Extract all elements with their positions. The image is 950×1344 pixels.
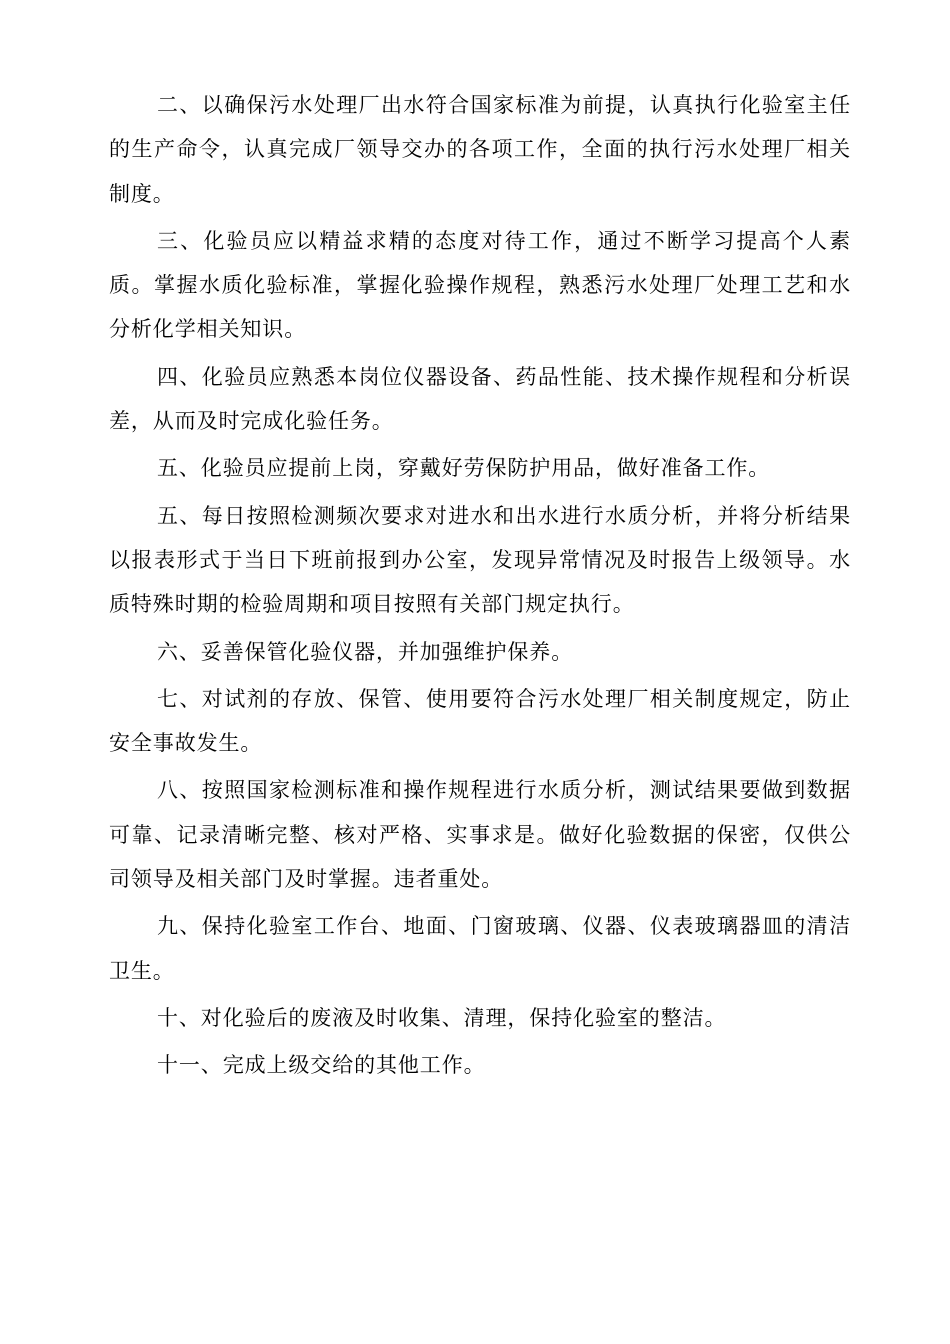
paragraph-item-9: 九、保持化验室工作台、地面、门窗玻璃、仪器、仪表玻璃器皿的清洁卫生。 [109,914,851,983]
document-body [109,83,851,1091]
paragraph-item-10: 十、对化验后的废液及时收集、清理，保持化验室的整洁。 [157,1005,727,1030]
paragraph-item-4: 四、化验员应熟悉本岗位仪器设备、药品性能、技术操作规程和分析误差，从而及时完成化验任务。 [109,364,851,434]
paragraph-item-2: 二、以确保污水处理厂出水符合国家标准为前提，认真执行化验室主任的生产命令，认真完成厂领导交办的各项工作，全面的执行污水处理厂相关制度。 [109,93,851,206]
paragraph-item-11: 十一、完成上级交给的其他工作。 [157,1053,486,1078]
paragraph-item-7: 七、对试剂的存放、保管、使用要符合污水处理厂相关制度规定，防止安全事故发生。 [109,686,851,756]
paragraph-item-3: 三、化验员应以精益求精的态度对待工作，通过不断学习提高个人素质。掌握水质化验标准，掌握化验操作规程，熟悉污水处理厂处理工艺和水分析化学相关知识。 [109,228,851,342]
paragraph-item-5a: 五、化验员应提前上岗，穿戴好劳保防护用品，做好准备工作。 [157,456,771,481]
paragraph-item-6: 六、妥善保管化验仪器，并加强维护保养。 [157,639,574,664]
paragraph-item-8: 八、按照国家检测标准和操作规程进行水质分析，测试结果要做到数据可靠、记录清晰完整、核对严格、实事求是。做好化验数据的保密，仅供公司领导及相关部门及时掌握。违者重处。 [109,778,851,892]
paragraph-item-5b: 五、每日按照检测频次要求对进水和出水进行水质分析，并将分析结果以报表形式于当日下班前报到办公室，发现异常情况及时报告上级领导。水质特殊时期的检验周期和项目按照有关部门规定执行。 [109,503,851,617]
